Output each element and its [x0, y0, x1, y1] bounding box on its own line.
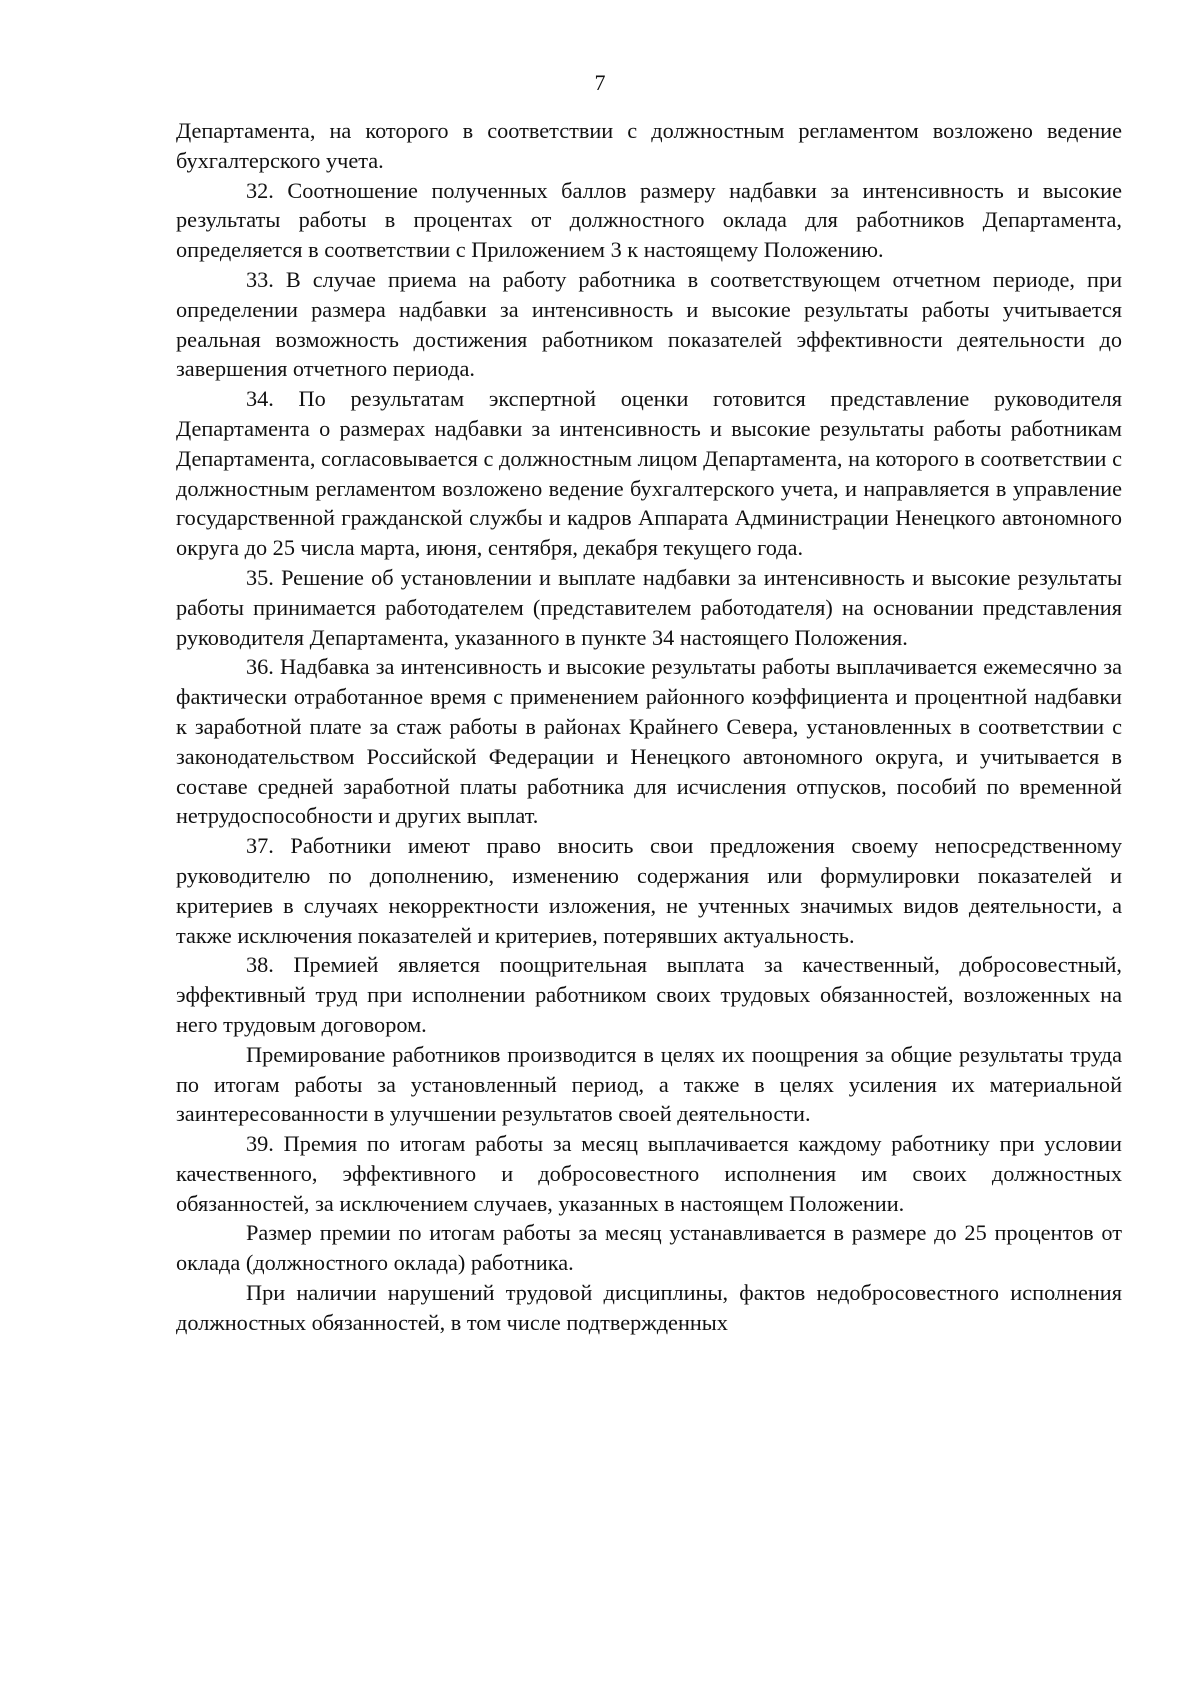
paragraph: 38. Премией является поощрительная выплата за качественный, добросовестный, эффективный труд при исполнении работником своих трудовых обязанностей, возложенных на него трудовым договором.	[176, 952, 1122, 1037]
paragraph: 32. Соотношение полученных баллов размеру надбавки за интенсивность и высокие результаты работы в процентах от должностного оклада для работников Департамента, определяется в соответствии с Приложением 3 к настоящему Положению.	[176, 177, 1122, 263]
paragraph: 34. По результатам экспертной оценки готовится представление руководителя Департамента о размерах надбавки за интенсивность и высокие результаты работы работникам Департамента, согласовывается с должностным лицом Департамента, на которого в соответствии с должностным регламентом возложено ведение бухгалтерского учета, и направляется в управление государственной гражданской службы и кадров Аппарата Администрации Ненецкого автономного округа до 25 числа марта, июня, сентября, декабря текущего года.	[176, 386, 1122, 561]
paragraph: При наличии нарушений трудовой дисциплины, фактов недобросовестного исполнения должностных обязанностей, в том числе подтвержденных	[176, 1280, 1122, 1335]
paragraph: 35. Решение об установлении и выплате надбавки за интенсивность и высокие результаты работы принимается работодателем (представителем работодателя) на основании представления руководителя Департамента, указанного в пункте 34 настоящего Положения.	[176, 564, 1122, 650]
page-number: 7	[594, 70, 606, 95]
paragraph: 39. Премия по итогам работы за месяц выплачивается каждому работнику при условии качественного, эффективного и добросовестного исполнения им своих должностных обязанностей, за исключением случаев, указанных в настоящем Положении.	[176, 1131, 1122, 1216]
document-body	[176, 116, 1122, 1338]
paragraph: 33. В случае приема на работу работника в соответствующем отчетном периоде, при определении размера надбавки за интенсивность и высокие результаты работы учитывается реальная возможность достижения работником показателей эффективности деятельности до завершения отчетного периода.	[176, 266, 1122, 382]
paragraph: Департамента, на которого в соответствии с должностным регламентом возложено ведение бухгалтерского учета.	[176, 118, 1122, 173]
paragraph: 37. Работники имеют право вносить свои предложения своему непосредственному руководителю по дополнению, изменению содержания или формулировки показателей и критериев в случаях некорректности изложения, не учтенных значимых видов деятельности, а также исключения показателей и критериев, потерявших актуальность.	[176, 833, 1122, 948]
paragraph: Размер премии по итогам работы за месяц устанавливается в размере до 25 процентов от оклада (должностного оклада) работника.	[176, 1220, 1122, 1276]
paragraph: Премирование работников производится в целях их поощрения за общие результаты труда по итогам работы за установленный период, а также в целях усиления их материальной заинтересованности в улучшении результатов своей деятельности.	[176, 1041, 1122, 1127]
paragraph: 36. Надбавка за интенсивность и высокие результаты работы выплачивается ежемесячно за фактически отработанное время с применением районного коэффициента и процентной надбавки к заработной плате за стаж работы в районах Крайнего Севера, установленных в соответствии с законодательством Российской Федерации и Ненецкого автономного округа, и учитывается в составе средней заработной платы работника для исчисления отпусков, пособий по временной нетрудоспособности и других выплат.	[176, 654, 1122, 829]
